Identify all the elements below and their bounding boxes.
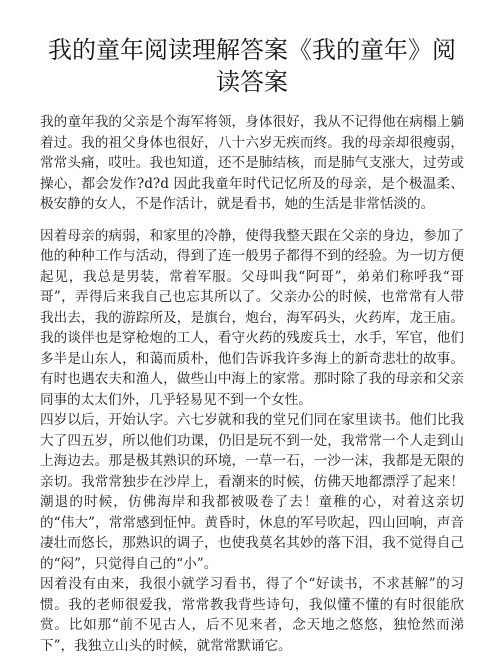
paragraph-2: 因着母亲的病弱，和家里的冷静，使得我整天跟在父亲的身边，参加了他的种种工作与活动，得到了连一般男子都得不到的经验。为一切方便起见，我总是男装，常着军服。父母叫我“阿哥”，弟弟们称呼我“哥哥”，弄得后来我自己也忘其所以了。父亲办公的时候，也常常有人带我出去，我的游踪所及，是旗台，炮台，海军码头，火药库，龙王庙。我的谈伴也是穿枪炮的工人，看守火药的残废兵士，水手，军官，他们多半是山东人，和蔼而质朴，他们告诉我许多海上的新奇悲壮的故事。有时也遇农夫和渔人，做些山中海上的家常。那时除了我的母亲和父亲同事的太太们外，几乎轻易见不到一个女性。: [40, 227, 464, 408]
page-title: 我的童年阅读理解答案《我的童年》阅读答案: [48, 36, 456, 96]
paragraph-1: 我的童年我的父亲是个海军将领，身体很好，我从不记得他在病榻上躺着过。我的祖父身体也很好，八十六岁无疾而终。我的母亲却很瘦弱，常常头痛，哎吐。我也知道，还不是肺结核，而是肺气支涨大，过劳或操心，都会发作?d?d 因此我童年时代记忆所及的母亲，是个极温柔、极安静的女人，不是作活计，就是看书，她的生活是非常恬淡的。: [40, 114, 464, 212]
paragraph-3: 四岁以后，开始认字。六七岁就和我的堂兄们同在家里读书。他们比我大了四五岁，所以他们功课，仍旧是玩不到一处，我常常一个人走到山上海边去。那是极其熟识的环境，一草一石，一沙一沫，我都是无限的亲切。我常常独步在沙岸上，看潮来的时候，仿佛天地都漂浮了起来！潮退的时候，仿佛海岸和我都被吸卷了去！童稚的心，对着这亲切的“伟大”，常常感到怔忡。黄昏时，休息的军号吹起，四山回响，声音凄壮而悠长，那熟识的调子，也使我莫名其妙的落下泪，我不觉得自己的“闷”，只觉得自己的“小”。: [40, 412, 464, 572]
paragraph-4: 因着没有由来，我很小就学习看书，得了个“好读书，不求甚解”的习惯。我的老师很爱我，常常教我背些诗句，我似懂不懂的有时很能欣赏。比如那“前不见古人，后不见来者，念天地之悠悠，独怆然而涕下”，我独立山头的时候，就常常默诵它。: [40, 576, 464, 654]
